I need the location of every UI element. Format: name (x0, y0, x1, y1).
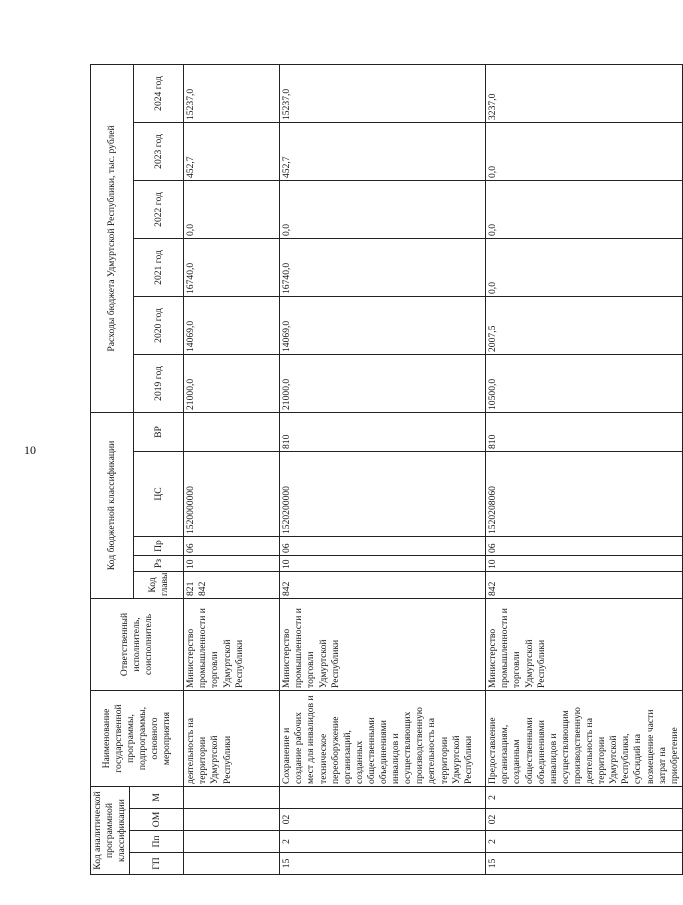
cell-value: 2007,5 (486, 296, 683, 354)
cell-rz: 10 (280, 556, 486, 572)
page-number: 10 (24, 443, 36, 457)
cell-gp (184, 853, 280, 875)
cell-value: 10500,0 (486, 354, 683, 412)
cell-pr: 06 (486, 537, 683, 556)
cell-name: Сохранение и создание рабочих мест для инвалидов и техническое переоборужение организаций, созданных общественными объединениями инвалидов и осуществляющих производственную деятельность на территории Удмуртской Республики (280, 691, 486, 787)
header-cs: ЦС (134, 452, 184, 537)
header-year-2021: 2021 год (134, 238, 184, 296)
header-kod-glavy: Код главы (134, 572, 184, 599)
cell-value: 0,0 (184, 180, 280, 238)
cell-vr (184, 412, 280, 451)
header-analytic-code: Код аналитической программной классификации (91, 787, 130, 875)
header-budget-code: Код бюджетной классификации (91, 412, 134, 598)
header-year-2024: 2024 год (134, 64, 184, 122)
cell-m (184, 787, 280, 809)
table-row (184, 64, 280, 874)
cell-rz: 10 (184, 556, 280, 572)
cell-rz: 10 (486, 556, 683, 572)
cell-vr: 810 (486, 412, 683, 451)
cell-value: 0,0 (486, 122, 683, 180)
header-pr: Пр (134, 537, 184, 556)
cell-value: 21000,0 (184, 354, 280, 412)
cell-kod-glavy: 842 (280, 572, 486, 599)
header-expenses: Расходы бюджета Удмуртской Республики, тыс. рублей (91, 64, 134, 412)
header-name: Наименование государственной программы, подпрограммы, основного мероприятия (91, 691, 184, 787)
cell-pr: 06 (280, 537, 486, 556)
header-rz: Рз (134, 556, 184, 572)
cell-value: 15237,0 (184, 64, 280, 122)
cell-name: Предоставление организациям, созданным общественными объединениями инвалидов и осуществляющим производственную деятельность на территории Удмуртской Республики, субсидий на возмещение части затрат на приобретение (486, 691, 683, 787)
header-m: М (130, 787, 184, 809)
cell-m (280, 787, 486, 809)
cell-kod-glavy: 842 (486, 572, 683, 599)
cell-value: 3237,0 (486, 64, 683, 122)
header-pp: Пп (130, 831, 184, 853)
cell-pr: 06 (184, 537, 280, 556)
header-responsible: Ответственный исполнитель, соисполнитель (91, 599, 184, 691)
cell-name: деятельность на территории Удмуртской Республики (184, 691, 280, 787)
cell-kod-glavy: 821 842 (184, 572, 280, 599)
cell-m: 2 (486, 787, 683, 809)
cell-value: 0,0 (280, 180, 486, 238)
cell-responsible: Министерство промышленности и торговли Удмуртской Республики (486, 599, 683, 691)
cell-gp: 15 (486, 853, 683, 875)
header-vr: ВР (134, 412, 184, 451)
header-year-2022: 2022 год (134, 180, 184, 238)
header-om: ОМ (130, 809, 184, 831)
cell-value: 452,7 (280, 122, 486, 180)
cell-value: 452,7 (184, 122, 280, 180)
header-gp: ГП (130, 853, 184, 875)
cell-value: 21000,0 (280, 354, 486, 412)
cell-om (184, 809, 280, 831)
cell-responsible: Министерство промышленности и торговли Удмуртской Республики (184, 599, 280, 691)
cell-cs: 1520200000 (280, 452, 486, 537)
cell-value: 14069,0 (184, 296, 280, 354)
header-year-2019: 2019 год (134, 354, 184, 412)
cell-om: 02 (486, 809, 683, 831)
cell-responsible: Министерство промышленности и торговли Удмуртской Республики (280, 599, 486, 691)
cell-value: 14069,0 (280, 296, 486, 354)
header-year-2020: 2020 год (134, 296, 184, 354)
cell-gp: 15 (280, 853, 486, 875)
table-row (280, 64, 486, 874)
cell-pp: 2 (486, 831, 683, 853)
cell-value: 16740,0 (184, 238, 280, 296)
cell-cs: 1520208060 (486, 452, 683, 537)
cell-value: 16740,0 (280, 238, 486, 296)
cell-cs: 1520000000 (184, 452, 280, 537)
budget-table (90, 64, 683, 875)
cell-value: 0,0 (486, 180, 683, 238)
cell-value: 15237,0 (280, 64, 486, 122)
cell-om: 02 (280, 809, 486, 831)
rotated-table-wrapper (90, 65, 680, 875)
table-row (486, 64, 683, 874)
header-year-2023: 2023 год (134, 122, 184, 180)
cell-vr: 810 (280, 412, 486, 451)
cell-pp: 2 (280, 831, 486, 853)
cell-pp (184, 831, 280, 853)
cell-value: 0,0 (486, 238, 683, 296)
